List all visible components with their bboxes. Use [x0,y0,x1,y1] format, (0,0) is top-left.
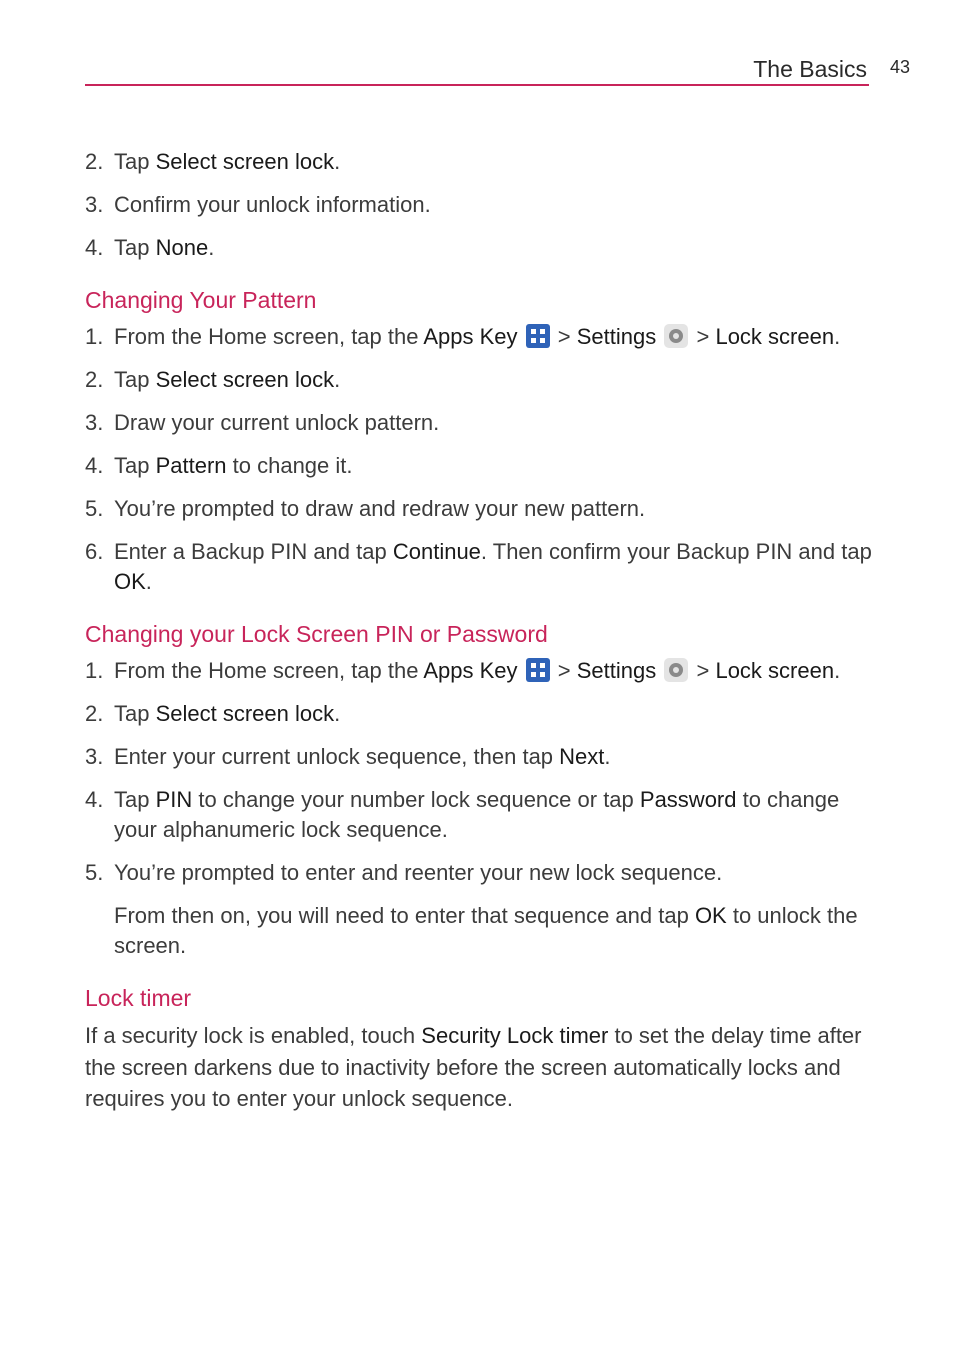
pin-steps-list [85,656,875,888]
list-item: 3. Draw your current unlock pattern. [85,410,440,435]
page-content [85,147,875,1115]
pin-note: From then on, you will need to enter that sequence and tap OK to unlock the screen. [114,903,858,958]
list-item: 2. Tap Select screen lock. [85,149,341,174]
settings-gear-icon [664,658,688,682]
list-item: 1. From the Home screen, tap the Apps Key > Settings > Lock screen. [85,658,841,683]
pattern-steps-list [85,322,875,597]
list-item: 4. Tap None. [85,235,215,260]
settings-gear-icon [664,324,688,348]
list-item: 6. Enter a Backup PIN and tap Continue. Then confirm your Backup PIN and tap OK. [85,539,872,594]
list-item: 4. Tap Pattern to change it. [85,453,353,478]
lock-timer-paragraph: If a security lock is enabled, touch Security Lock timer to set the delay time after the screen darkens due to inactivity before the screen automatically locks and requires you to enter your unlock sequence. [85,1023,862,1111]
list-item: 4. Tap PIN to change your number lock sequence or tap Password to change your alphanumeric lock sequence. [85,787,840,842]
list-item: 2. Tap Select screen lock. [85,701,341,726]
list-item: 2. Tap Select screen lock. [85,367,341,392]
list-item: 3. Confirm your unlock information. [85,192,431,217]
page-number: 43 [890,57,911,77]
list-item: 5. You’re prompted to enter and reenter your new lock sequence. [85,860,723,885]
list-item: 5. You’re prompted to draw and redraw your new pattern. [85,496,646,521]
list-item: 1. From the Home screen, tap the Apps Key > Settings > Lock screen. [85,324,841,349]
apps-key-icon [526,658,550,682]
heading-lock-timer: Lock timer [85,985,192,1011]
heading-changing-pattern: Changing Your Pattern [85,287,317,313]
heading-changing-pin: Changing your Lock Screen PIN or Password [85,621,548,647]
list-item: 3. Enter your current unlock sequence, then tap Next. [85,744,611,769]
top-steps-list [85,147,875,263]
section-title: The Basics [753,56,867,82]
apps-key-icon [526,324,550,348]
page-header [85,52,869,86]
